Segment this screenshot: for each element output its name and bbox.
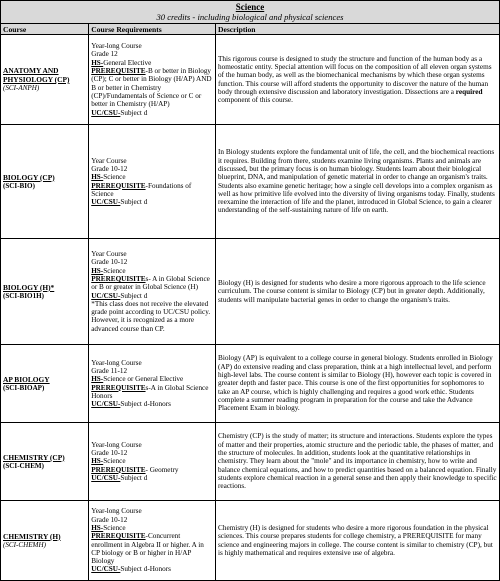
- requirements-cell: [89, 423, 216, 501]
- course-code: (SCI-BIOAP): [3, 383, 45, 392]
- column-header-requirements: Course Requirements: [89, 24, 216, 35]
- course-code: (SCI-BIO): [3, 181, 35, 190]
- course-cell: [1, 345, 89, 423]
- table-row: [1, 125, 500, 239]
- course-cell: [1, 501, 89, 581]
- uc-csu-requirement: UC/CSU-Subject d-Honors: [91, 400, 171, 409]
- uc-csu-requirement: UC/CSU-Subject d: [91, 108, 148, 117]
- course-code: (SCI-BIO1H): [3, 291, 44, 300]
- uc-csu-requirement: UC/CSU-Subject d-Honors: [91, 565, 171, 574]
- table-row: [1, 501, 500, 581]
- course-length: Year-long Course: [91, 358, 142, 367]
- section-banner: [1, 1, 500, 24]
- course-name: ANATOMY AND PHYSIOLOGY (CP): [3, 66, 70, 84]
- table-row: [1, 239, 500, 345]
- course-name: BIOLOGY (CP): [3, 172, 55, 182]
- course-length: Year-long Course: [91, 507, 142, 516]
- requirements-cell: [89, 239, 216, 345]
- grade-level: Grade 11-12: [91, 366, 128, 375]
- course-length: Year Course: [91, 156, 127, 165]
- course-name: CHEMISTRY (CP): [3, 452, 65, 462]
- uc-csu-requirement: UC/CSU-Subject d: [91, 473, 148, 482]
- grade-level: Grade 10-12: [91, 164, 128, 173]
- column-header-description: Description: [215, 24, 499, 35]
- prerequisite: PREREQUISITEs-A in Global Science Honors: [91, 383, 209, 400]
- column-header-course: Course: [1, 24, 89, 35]
- course-length: Year-long Course: [91, 42, 142, 51]
- course-cell: [1, 423, 89, 501]
- prerequisite: PREREQUISITE-Foundations of Science: [91, 181, 192, 198]
- course-name: AP BIOLOGY: [3, 374, 50, 384]
- hs-requirement: HS-General Elective: [91, 58, 152, 67]
- course-code: (SCI-ANPH): [3, 84, 40, 92]
- course-cell: [1, 125, 89, 239]
- grade-level: Grade 10-12: [91, 449, 128, 458]
- description-cell: Biology (AP) is equivalent to a college course in general biology. Students enrolled in Biology (AP) do extensive reading and class preparation, think at a high intellectual level, and perform high-level labs. The course content is similar to Biology (H), however each topic is covered in greater depth and faster pace. This course is one of the first opportunities for sophomores to take an AP course, which is highly challenging and requires a good work ethic. Students complete a summer reading program in preparation for the course and take the Advance Placement Exam in biology.: [215, 345, 499, 423]
- hs-requirement: HS-Science: [91, 457, 126, 466]
- course-code: (SCI-CHEM): [3, 461, 44, 470]
- grade-level: Grade 12: [91, 50, 118, 59]
- description-cell: Chemistry (H) is designed for students who desire a more rigorous foundation in the physical sciences. This course prepares students for college chemistry, a PREREQUISITE for many science and engineering majors in college. The course content is similar to chemistry (CP), but is highly mathematical and requires extensive use of algebra.: [215, 501, 499, 581]
- description-cell: Biology (H) is designed for students who desire a more rigorous approach to the life science curriculum. The course content is similar to Biology (CP) but in greater depth. Additionally, students will manipulate bacterial genes in order to change the organism's traits.: [215, 239, 499, 345]
- hs-requirement: HS-Science: [91, 173, 126, 182]
- course-name: BIOLOGY (H)*: [3, 282, 55, 292]
- uc-csu-note: *This class does not receive the elevated grade point according to UC/CSU policy. However, it is recognized as a more advanced course than CP.: [91, 299, 211, 333]
- course-name: CHEMISTRY (H): [3, 531, 61, 541]
- grade-level: Grade 10-12: [91, 515, 128, 524]
- grade-level: Grade 10-12: [91, 258, 128, 267]
- table-row: [1, 423, 500, 501]
- header-row: [1, 24, 500, 35]
- prerequisite: PREREQUISITEs- A in Global Science or B or greater in Global Science (H): [91, 274, 210, 292]
- course-code: (SCI-CHEMH): [3, 540, 46, 549]
- table-row: [1, 345, 500, 423]
- uc-csu-requirement: UC/CSU-Subject d: [91, 198, 148, 207]
- course-length: Year-long Course: [91, 440, 142, 449]
- requirements-cell: [89, 345, 216, 423]
- uc-csu-requirement: UC/CSU-Subject d: [91, 291, 148, 300]
- section-subtitle: 30 credits - including biological and physical sciences: [156, 11, 344, 22]
- requirements-cell: [89, 125, 216, 239]
- table-row: [1, 35, 500, 125]
- description-cell: Chemistry (CP) is the study of matter; its structure and interactions. Students explore the types of matter and their properties, atomic structure and the periodic table, the phases of matter, and the structure of molecules. In addition, students look at the quantitative relationships in chemistry. They learn about the "mole" and its importance in chemistry, how to write and balance chemical equations, and how to predict quantities based on a balanced equation. Finally students explore chemical reaction in a general sense and then apply their knowledge to specific reactions.: [215, 423, 499, 501]
- prerequisite: PREREQUISITE- Geometry: [91, 465, 179, 474]
- course-cell: [1, 35, 89, 125]
- course-cell: [1, 239, 89, 345]
- description-cell: This rigorous course is designed to study the structure and function of the human body as a homeostatic entity. Special attention will focus on the composition of all eleven organ systems of the human body, as well as the biomechanical mechanisms by which these organ systems function. This course will afford students the opportunity to discover the nature of the human body through extensive discussion and laboratory investigation. Dissections are a required component of this course.: [215, 35, 499, 125]
- description-cell: In Biology students explore the fundamental unit of life, the cell, and the biochemical reactions it requires. Building from there, students examine living organisms. Plants and animals are discussed, but the primary focus is on human biology. Students learn about their biological blueprint, DNA, and manipulation of genetic material in order to change an organism's traits. Students also examine genetic heritage; how a single cell develops into a complex organism as well as how primitive life evolved into the diversity of living organisms today. Finally, students reexamine the interaction of life and the planet, introduced in Global Science, to gain a clearer understanding of the self-sustaining nature of life on earth.: [215, 125, 499, 239]
- requirements-cell: [89, 35, 216, 125]
- section-title: Science: [235, 1, 265, 12]
- requirements-cell: [89, 501, 216, 581]
- prerequisite: PREREQUISITE-Concurrent enrollment in Algebra II or higher. A in CP biology or B or higher in H/AP Biology: [91, 532, 204, 566]
- hs-requirement: HS-Science or General Elective: [91, 375, 184, 384]
- hs-requirement: HS-Science: [91, 266, 126, 275]
- hs-requirement: HS-Science: [91, 523, 126, 532]
- prerequisite: PREREQUISITE-B or better in Biology (CP); C or better in Biology (H/AP) AND B or better in Chemistry (CP)/Fundamentals of Science or C or better in Chemistry (H/AP): [91, 67, 212, 109]
- course-length: Year Course: [91, 250, 127, 259]
